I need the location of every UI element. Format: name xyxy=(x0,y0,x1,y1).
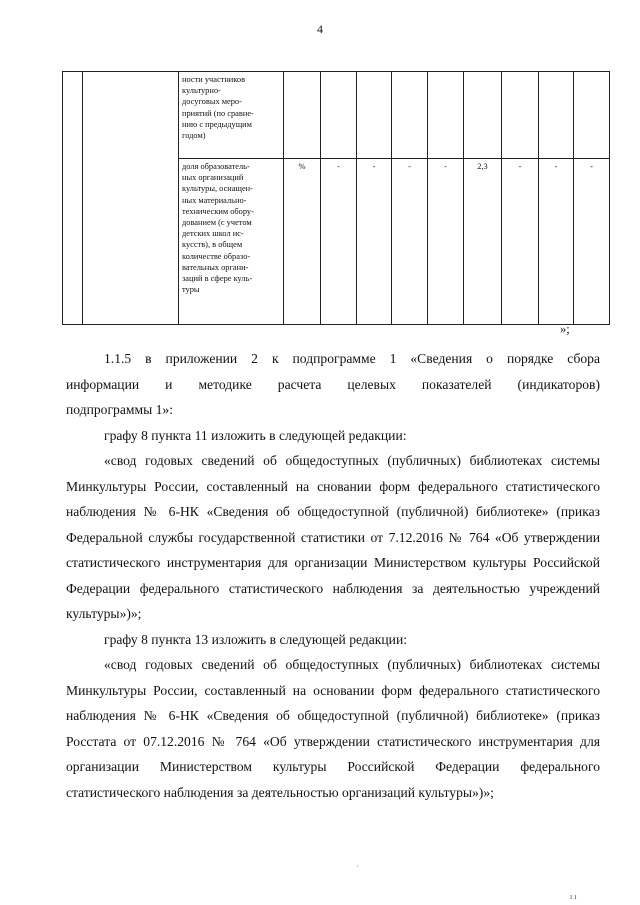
paragraph: «свод годовых сведений об общедоступных (публичных) библиотеках системы Минкультуры России, составленный на сновании форм федерального статистического наблюдения № 6-НК «Сведения об общедоступной (публичной) библиотеке» (приказ Федеральной службы государственной статистики от 7.12.2016 № 764 «Об утверждении статистического инструментария для организации Министерством культуры Российской Федерации федерального статистического наблюдения за деятельностью учреждений культуры»)»; xyxy=(66,453,600,621)
value-cell xyxy=(321,72,357,159)
value-cell: - xyxy=(539,159,574,325)
value-cell xyxy=(392,72,428,159)
paragraph: информации и методике расчета целевых показателей (индикаторов) xyxy=(66,376,600,392)
unit-cell: % xyxy=(284,159,321,325)
value-cell xyxy=(539,72,574,159)
scan-speck: · xyxy=(356,862,359,871)
indicator-description: доля образователь- ных организаций культуры, оснащен- ных материально- техническим обору- дованием (с учетом детских школ ис- кусств), в общем количестве образо- вательных органи- заций в сфере куль- туры xyxy=(179,159,284,325)
table-closing-quote: »; xyxy=(560,322,570,336)
paragraph: графу 8 пункта 13 изложить в следующей редакции: xyxy=(104,631,407,647)
paragraph: подпрограммы 1»: xyxy=(66,402,173,417)
paragraph: графу 8 пункта 11 изложить в следующей редакции: xyxy=(104,427,407,443)
value-cell xyxy=(502,72,539,159)
paragraph: «свод годовых сведений об общедоступных (публичных) библиотеках системы Минкультуры России, составленный на основании форм федерального статистического наблюдения № 6-НК «Сведения об общедоступной (публичной) библиотеке» (приказ Росстата от 07.12.2016 № 764 «Об утверждении статистического инструментария для организации Министерством культуры Российской Федерации федерального статистического наблюдения за деятельностью организаций культуры»)»; xyxy=(66,657,600,800)
document-body xyxy=(66,346,600,805)
value-cell: - xyxy=(392,159,428,325)
indicator-description: ности участников культурно- досуговых меро- приятий (по сравне- нию с предыдущим годом) xyxy=(179,72,284,159)
value-cell: - xyxy=(574,159,610,325)
value-cell: 2,3 xyxy=(464,159,502,325)
value-cell xyxy=(574,72,610,159)
page-number: 4 xyxy=(317,22,323,36)
scan-speck: ı ı xyxy=(570,892,577,901)
table-row xyxy=(63,72,610,159)
value-cell: - xyxy=(502,159,539,325)
value-cell xyxy=(428,72,464,159)
unit-cell xyxy=(284,72,321,159)
value-cell xyxy=(357,72,392,159)
indicators-table xyxy=(62,71,610,325)
value-cell: - xyxy=(357,159,392,325)
table-cell xyxy=(63,72,83,325)
table-cell xyxy=(83,72,179,325)
value-cell: - xyxy=(428,159,464,325)
value-cell: - xyxy=(321,159,357,325)
paragraph: 1.1.5 в приложении 2 к подпрограмме 1 «Сведения о порядке сбора xyxy=(104,351,600,366)
value-cell xyxy=(464,72,502,159)
